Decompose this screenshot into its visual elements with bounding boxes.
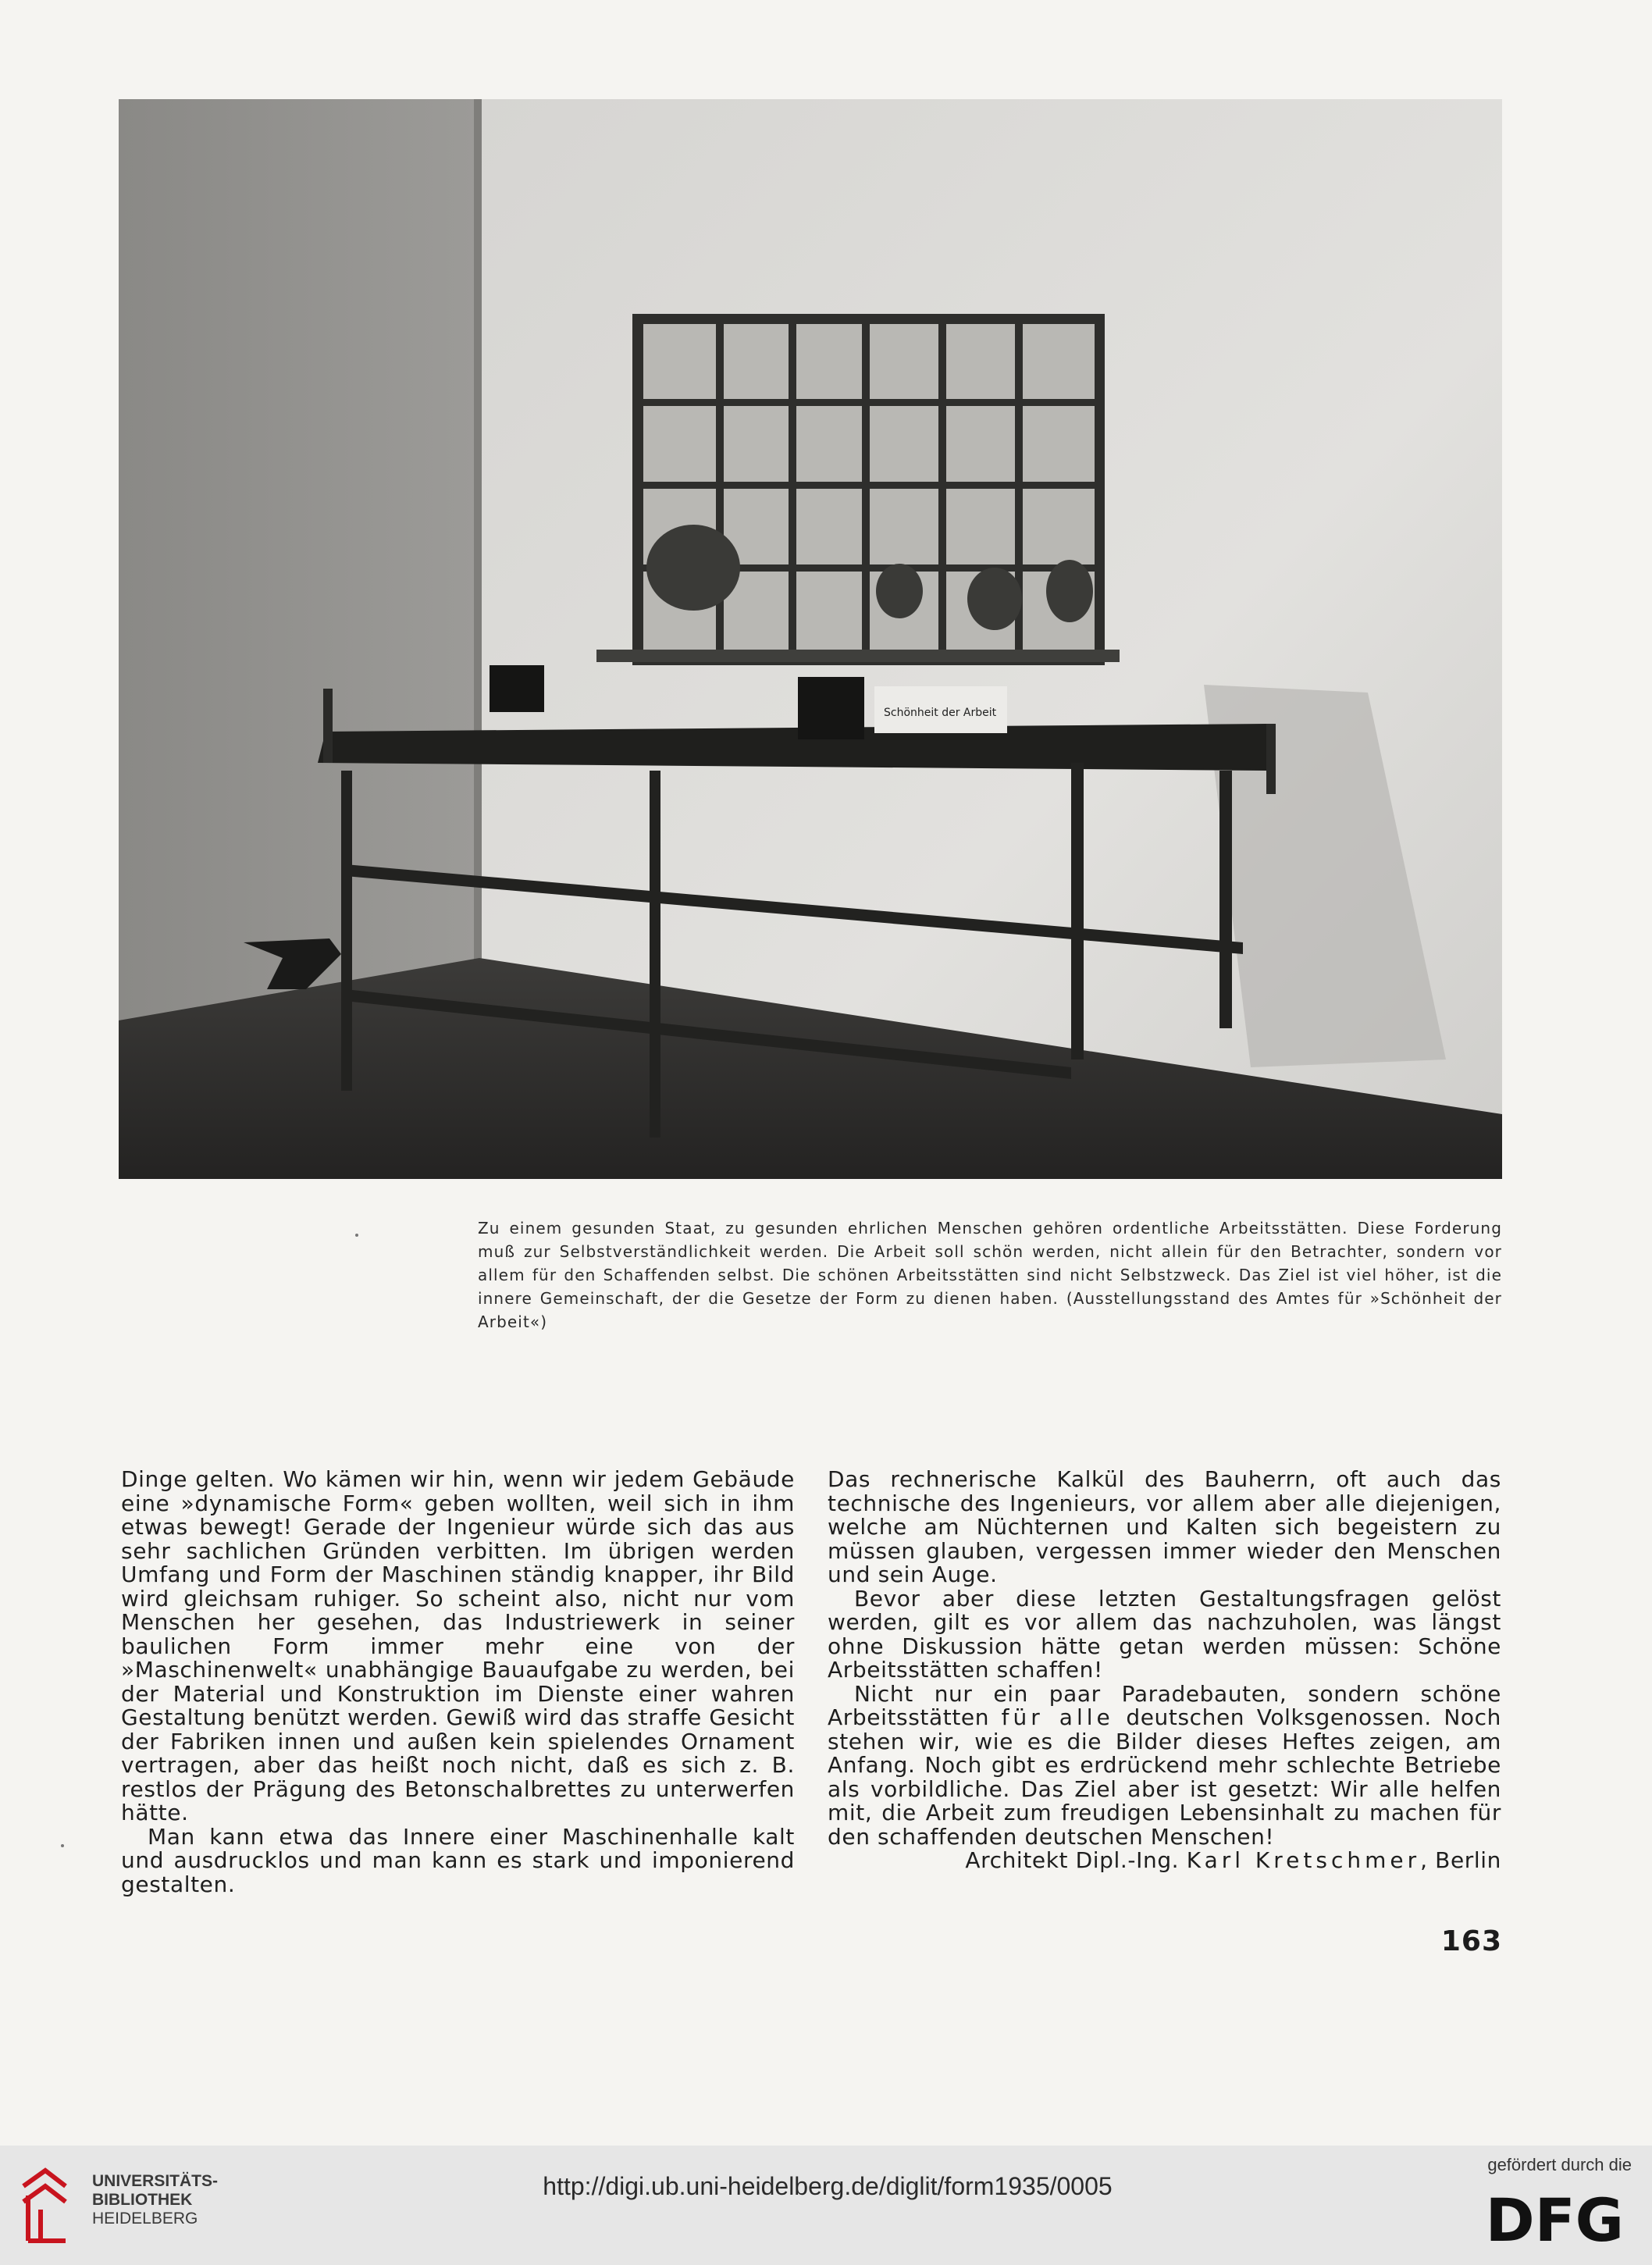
author-name: Karl Kretschmer <box>1186 1847 1421 1873</box>
workbench-photo <box>119 99 1502 1179</box>
right-paragraph-3-start: Nicht nur ein paar Paradebauten, sondern schöne Arbeitsstätten <box>828 1680 1501 1730</box>
right-paragraph-1: Das rechnerische Kalkül des Bauherrn, oft auch das technische des Ingenieurs, vor allem aber alle diejenigen, welche am Nüchternen und Kalten sich begeistern zu müssen glauben, vergessen immer wieder den Menschen und sein Auge. <box>828 1466 1501 1587</box>
right-paragraph-3-end: deutschen Volksgenossen. Noch stehen wir, wie es die Bilder dieses Heftes zeigen, am Anfang. Noch gibt es erdrückend mehr schlechte Betriebe als vorbildliche. Das Ziel aber ist gesetzt: Wir alle helfen mit, die Arbeit zum freudigen Lebensinhalt zu machen für den schaffenden deutschen Menschen! <box>828 1704 1501 1850</box>
print-speck <box>355 1234 358 1237</box>
permalink-url[interactable]: http://digi.ub.uni-heidelberg.de/diglit/form1935/0005 <box>543 2172 1113 2200</box>
right-paragraph-2: Bevor aber diese letzten Gestaltungsfragen gelöst werden, gilt es vor allem das nachzuholen, was längst ohne Diskussion hätte getan werden müssen: Schöne Arbeitsstätten schaffen! <box>828 1585 1501 1683</box>
photo-caption: Zu einem gesunden Staat, zu gesunden ehrlichen Menschen gehören ordentliche Arbeitsstätten. Diese Forderung muß zur Selbstverständlichkeit werden. Die Arbeit soll schön werden, nicht allein für den Betrachter, sondern vor allem für den Schaffenden selbst. Die schönen Arbeitsstätten sind nicht Selbstzweck. Das Ziel ist viel höher, ist die innere Gemeinschaft, der die Gesetze der Form zu dienen haben. (Ausstellungsstand des Amtes für »Schönheit der Arbeit«) <box>478 1219 1502 1331</box>
print-speck <box>61 1844 64 1847</box>
dfg-logo-text: DFG <box>1485 2186 1624 2249</box>
author-title: Architekt Dipl.-Ing. <box>965 1847 1187 1873</box>
stand-sign-text: Schönheit der Arbeit <box>884 707 997 719</box>
library-name <box>92 2172 248 2228</box>
library-name-line1: UNIVERSITÄTS- <box>92 2172 219 2190</box>
dfg-logo <box>1468 2186 1624 2249</box>
page-number: 163 <box>1440 1925 1502 1957</box>
library-name-line2: BIBLIOTHEK <box>92 2191 193 2209</box>
author-city: , Berlin <box>1420 1847 1501 1873</box>
left-column <box>121 1468 795 1896</box>
author-signature <box>828 1849 1501 1873</box>
left-paragraph-1: Dinge gelten. Wo kämen wir hin, wenn wir jedem Gebäude eine »dynamische Form« geben wollten, weil sich in ihm etwas bewegt! Gerade der Ingenieur würde sich das aus sehr sachlichen Gründen verbitten. Im übrigen werden Umfang und Form der Maschinen ständig knapper, ihr Bild wird gleichsam ruhiger. So scheint also, nicht nur vom Menschen her gesehen, das Industriewerk in seiner baulichen Form immer mehr eine von der »Maschinenwelt« unabhängige Bauaufgabe zu werden, bei der Material und Konstruktion im Dienste einer wahren Gestaltung benützt werden. Gewiß wird das straffe Gesicht der Fabriken innen und außen kein spielendes Ornament vertragen, aber das heißt noch nicht, daß es sich z. B. restlos der Prägung des Betonschalbrettes zu unterwerfen hätte. <box>121 1466 795 1825</box>
left-paragraph-2: Man kann etwa das Innere einer Maschinenhalle kalt und ausdrucklos und man kann es stark und imponierend gestalten. <box>121 1823 795 1897</box>
library-name-line3: HEIDELBERG <box>92 2210 198 2228</box>
right-paragraph-3 <box>828 1680 1501 1850</box>
funded-by-label: gefördert durch die <box>1487 2155 1632 2174</box>
right-column <box>828 1468 1501 1873</box>
right-paragraph-3-emphasis: für alle <box>1001 1704 1114 1730</box>
ub-heidelberg-logo-icon <box>17 2163 72 2247</box>
